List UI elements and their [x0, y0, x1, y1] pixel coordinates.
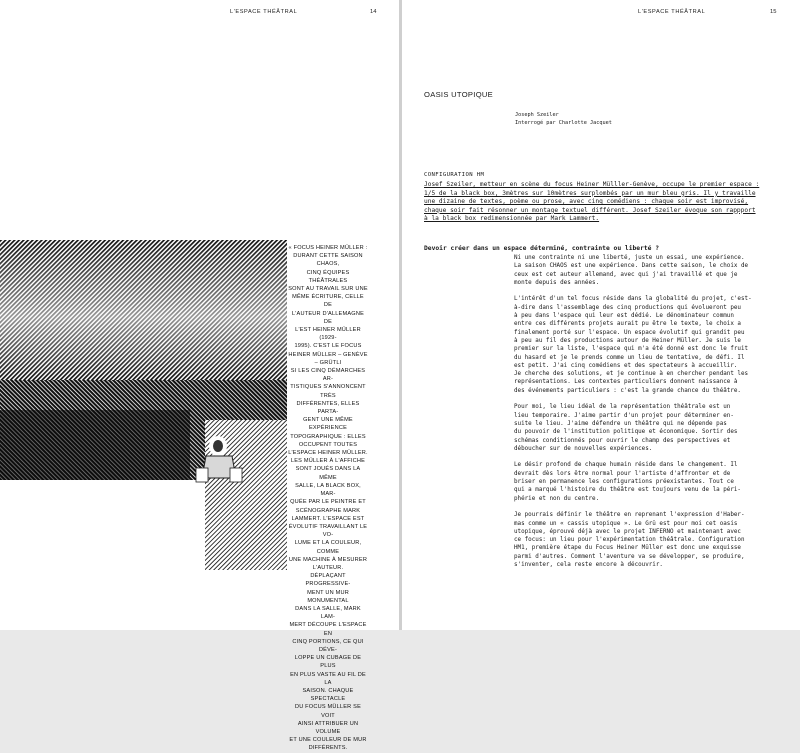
- caption-line: OCCUPENT TOUTES: [298, 441, 358, 448]
- caption-line: LOPPE UN CUBAGE DE PLUS: [294, 655, 362, 670]
- caption-line: L'AUTEUR.: [312, 564, 344, 571]
- caption-line: MÊME ÉCRITURE, CELLE DE: [292, 294, 364, 309]
- intro-line: à la black box redimensionnée par Mark Lammert.: [424, 215, 600, 223]
- stage-photo: [0, 240, 287, 570]
- answer-line: schémas conditionnés pour ouvrir le champ des perspectives et: [514, 437, 731, 444]
- answer-line: des événements particuliers : c'est la grande chance du théâtre.: [514, 387, 741, 394]
- answer-line: du pouvoir de l'institution politique et économique. Sortir des: [514, 429, 738, 436]
- caption-line: TISTIQUES S'ANNONCENT TRÈS: [290, 384, 366, 399]
- section-label: CONFIGURATION HM: [424, 172, 485, 178]
- caption-line: ÉVOLUTIF TRAVAILLANT LE VO-: [288, 523, 368, 539]
- answer-paragraph: [514, 403, 762, 453]
- answer-line: à-dire dans l'assemblage des cinq productions qui évolueront peu: [514, 304, 741, 311]
- caption-line: SONT AU TRAVAIL SUR UNE: [288, 286, 368, 293]
- interview-question: Devoir créer dans un espace déterminé, contrainte ou liberté ?: [424, 245, 660, 252]
- page-number-right: 15: [770, 9, 777, 15]
- caption-line: ET UNE COULEUR DE MUR: [289, 737, 367, 744]
- answer-line: parmi d'autres. Comment l'aventure va se développer, se produire,: [514, 553, 745, 560]
- answer-paragraph: [514, 511, 762, 569]
- caption-line: DIFFÉRENTES, ELLES PARTA-: [296, 400, 360, 416]
- page-number-left: 14: [370, 9, 377, 15]
- answer-line: Je pourrais définir le théâtre en reprenant l'expression d'Haber-: [514, 512, 745, 519]
- intro-paragraph: [424, 181, 760, 224]
- answer-line: Je cherche des solutions, et je continue à en chercher pendant les: [514, 371, 749, 378]
- answer-paragraph: [514, 254, 762, 287]
- caption-line: SAISON. CHAQUE SPECTACLE: [302, 687, 354, 703]
- article-title: OASIS UTOPIQUE: [424, 90, 494, 99]
- answer-line: à peu dans l'espace qui leur est dédié. Le dénominateur commun: [514, 313, 734, 320]
- running-head-left: L'ESPACE THÉÂTRAL: [230, 9, 298, 15]
- answer-line: du hasard et je le prends comme un lieu de tentative, de défi. Il: [514, 354, 745, 361]
- caption-line: DANS LA SALLE, MARK LAM-: [295, 605, 361, 621]
- answer-line: s'inventer, cela reste encore à découvrir.: [514, 561, 663, 568]
- answer-paragraph: [514, 461, 762, 502]
- caption-line: L'ESPACE HEINER MÜLLER.: [288, 450, 368, 457]
- caption-line: LES MÜLLER À L'AFFICHE: [290, 458, 366, 465]
- answer-line: Ni une contrainte ni une liberté, juste un essai, une expérience.: [514, 255, 745, 261]
- answer-line: La saison CHAOS est une expérience. Dans cette saison, le choix de: [514, 263, 749, 270]
- answer-line: déboucher sur de nouvelles expériences.: [514, 445, 653, 452]
- answer-paragraph: [514, 295, 762, 395]
- answer-line: lieu temporaire. J'aime partir d'un projet pour déterminer en-: [514, 412, 734, 419]
- intro-line: Josef Szeiler, metteur en scène du focus Heiner Mülller-Genève, occupe le premier espace :: [424, 181, 760, 188]
- caption-line: – GRÜTLI: [314, 359, 342, 366]
- answer-line: ce focus: un lieu pour l'expérimentation théâtrale. Configuration: [514, 537, 745, 544]
- caption-line: EN PLUS VASTE AU FIL DE LA: [290, 671, 366, 686]
- intro-line: 1/5 de la black box, 3mètres sur 10mètres surplombés par un mur bleu gris. Il y travaille: [424, 189, 756, 197]
- answer-line: Le désir profond de chaque humain réside dans le changement. Il: [514, 462, 738, 469]
- answer-line: briser en permanence les configurations préexistantes. Tout ce: [514, 479, 734, 486]
- interviewer-credit: Interrogé par Charlotte Jacquet: [515, 119, 612, 126]
- caption-line: 1995). C'EST LE FOCUS: [294, 343, 362, 350]
- answer-line: HM1, première étape du Focus Heiner Müller est donc une exquisse: [514, 545, 741, 552]
- caption-line: « FOCUS HEINER MÜLLER :: [288, 245, 368, 251]
- caption-line: DU FOCUS MÜLLER SE VOIT: [294, 704, 362, 719]
- caption-line: MENT UN MUR MONUMENTAL: [307, 589, 349, 604]
- answer-line: est petit. J'ai cinq comédiens et des spectateurs à accueillir.: [514, 362, 738, 369]
- caption-line: DIFFÉRENTS.: [308, 745, 348, 752]
- answer-line: mas comme un « cassis utopique ». Le Grü est pour moi cet oasis: [514, 520, 738, 527]
- caption-line: CINQ ÉQUIPES THÉÂTRALES: [306, 269, 350, 284]
- caption-line: L'EST HEINER MÜLLER (1929-: [295, 327, 361, 342]
- answer-line: finalement porté sur l'espace. Un espace évolutif qui grandit peu: [514, 329, 745, 336]
- answer-line: premier sur la liste, l'espace qui m'a été donné est donc le fruit: [514, 346, 749, 353]
- caption-line: QUÉE PAR LE PEINTRE ET: [290, 499, 366, 506]
- caption-line: CINQ PORTIONS, CE QUI DÉVE-: [292, 638, 364, 653]
- answer-line: devrait dès lors être normal pour l'artiste d'affronter et de: [514, 470, 731, 477]
- caption-line: GENT UNE MÊME EXPÉRIENCE: [303, 417, 353, 432]
- answer-line: phérie et non du centre.: [514, 495, 600, 502]
- answer-line: à peu au fil des productions autour de Heiner Müller. Je suis le: [514, 337, 741, 344]
- caption-line: LAMMERT. L'ESPACE EST: [291, 515, 365, 522]
- intro-line: chaque soir fait résonner un montage textuel différent. Josef Szeiler évoque son rappport: [424, 206, 756, 214]
- photo-caption: [288, 244, 368, 753]
- caption-line: DURANT CETTE SAISON CHAOS,: [293, 253, 363, 268]
- right-page: [402, 0, 800, 630]
- caption-line: SALLE, LA BLACK BOX, MAR-: [295, 482, 361, 498]
- caption-line: SCÉNOGRAPHE MARK: [295, 507, 361, 514]
- answer-line: qui a marqué l'histoire du théâtre est toujours venu de la péri-: [514, 487, 741, 494]
- answer-line: L'intérêt d'un tel focus réside dans la globalité du projet, c'est-: [514, 296, 752, 303]
- caption-line: UNE MACHINE À MESURER: [288, 556, 368, 563]
- author-name: Joseph Szeiler: [515, 112, 559, 118]
- caption-line: LUME ET LA COULEUR, COMME: [294, 540, 362, 555]
- caption-line: HEINER MÜLLER – GENÈVE: [288, 351, 368, 358]
- caption-line: L'AUTEUR D'ALLEMAGNE DE: [291, 310, 365, 325]
- left-page: [0, 0, 399, 752]
- answer-line: Pour moi, le lieu idéal de la représentation théâtrale est un: [514, 404, 731, 411]
- answer-line: monte depuis des années.: [514, 279, 600, 286]
- caption-line: MERT DÉCOUPE L'ESPACE EN: [289, 622, 367, 637]
- intro-line: une dizaine de textes, poème ou prose, avec cinq comédiens : chaque soir est improvisé,: [424, 198, 749, 206]
- answer-line: représentations. Les contextes particuliers donnent naissance à: [514, 379, 738, 386]
- caption-line: SONT JOUÉS DANS LA MÊME: [295, 466, 361, 481]
- answer-line: utopique, éprouvé déjà avec le projet INFERNO et maintenant avec: [514, 528, 741, 535]
- article-credits: [515, 112, 612, 127]
- caption-line: SI LES CINQ DÉMARCHES AR-: [290, 368, 366, 383]
- running-head-right: L'ESPACE THÉÂTRAL: [638, 9, 706, 15]
- answer-line: ceux est cet auteur allemand, avec qui j'ai travaillé et que je: [514, 271, 738, 278]
- interview-answer: [514, 254, 762, 578]
- answer-line: entre ces différents projets aurait pu être le texte, le choix a: [514, 321, 741, 328]
- caption-line: TOPOGRAPHIQUE : ELLES: [290, 433, 366, 440]
- caption-line: DÉPLAÇANT PROGRESSIVE-: [305, 573, 351, 588]
- answer-line: suite le lieu. J'aime défendre un théâtre qui ne dépende pas: [514, 420, 727, 427]
- caption-line: AINSI ATTRIBUER UN VOLUME: [297, 720, 359, 735]
